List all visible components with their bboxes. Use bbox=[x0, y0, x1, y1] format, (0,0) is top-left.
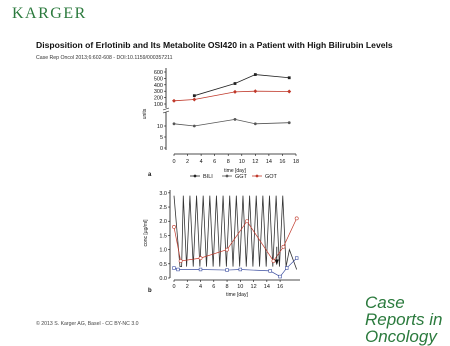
bili-point bbox=[193, 125, 196, 128]
b-series-blue-point bbox=[269, 270, 272, 273]
b-y-tick-label: 3.0 bbox=[159, 190, 167, 197]
panel-a-letter: a bbox=[148, 172, 152, 178]
a-x-tick-label: 4 bbox=[199, 159, 203, 165]
a-x-tick-label: 10 bbox=[238, 159, 245, 165]
b-y-label: conc [µg/ml] bbox=[143, 219, 149, 247]
a-y-tick-label: 0 bbox=[159, 146, 163, 152]
a-x-tick-label: 18 bbox=[292, 159, 300, 165]
a-x-tick-label: 0 bbox=[172, 159, 176, 165]
journal-line2: Oncology bbox=[365, 327, 437, 346]
a-x-label: time [day] bbox=[224, 168, 246, 174]
a-x-tick-label: 12 bbox=[252, 159, 259, 165]
b-series-blue-point bbox=[279, 275, 282, 278]
b-x-tick-label: 10 bbox=[237, 284, 244, 290]
a-y-tick-label: 200 bbox=[153, 95, 163, 102]
ggt-point bbox=[253, 89, 257, 93]
b-x-tick-label: 6 bbox=[212, 284, 216, 290]
b-y-tick-label: 1.5 bbox=[159, 233, 167, 240]
page-title: Disposition of Erlotinib and Its Metabolite OSI420 in a Patient with High Bilirubin Levels bbox=[36, 40, 393, 50]
citation: Case Rep Oncol 2013;6:602-608 - DOI:10.1159/000357211 bbox=[36, 55, 173, 61]
a-y-tick-label: 600 bbox=[153, 70, 163, 76]
a-x-tick-label: 16 bbox=[279, 159, 286, 165]
b-series-red-point bbox=[179, 259, 182, 262]
a-y-tick-label: 400 bbox=[153, 82, 163, 89]
b-y-tick-label: 2.5 bbox=[159, 205, 167, 212]
legend-label: GGT bbox=[235, 174, 247, 180]
b-x-label: time [day] bbox=[226, 292, 248, 298]
got-point bbox=[234, 82, 237, 85]
a-x-tick-label: 8 bbox=[226, 159, 230, 165]
b-series-blue-point bbox=[177, 268, 180, 271]
got-point bbox=[254, 73, 257, 76]
b-series-red-point bbox=[225, 248, 228, 251]
b-x-tick-label: 16 bbox=[277, 284, 284, 290]
got-point bbox=[288, 76, 291, 79]
b-y-tick-label: 2.0 bbox=[159, 219, 167, 226]
b-x-tick-label: 8 bbox=[225, 284, 229, 290]
got-line bbox=[194, 75, 289, 96]
b-series-red-point bbox=[245, 220, 248, 223]
b-series-dark-line bbox=[174, 196, 297, 270]
ggt-point bbox=[233, 90, 237, 94]
b-y-tick-label: 1.0 bbox=[159, 247, 167, 254]
a-x-tick-label: 2 bbox=[186, 159, 190, 165]
a-x-tick-label: 14 bbox=[265, 159, 272, 165]
legend-label: BILI bbox=[203, 174, 213, 180]
bili-point bbox=[173, 122, 176, 125]
legend-swatch-marker bbox=[194, 175, 197, 178]
legend-swatch-marker bbox=[256, 175, 259, 178]
journal-line1: Case Reports in bbox=[365, 293, 443, 329]
b-x-tick-label: 12 bbox=[250, 284, 257, 290]
a-x-tick-label: 6 bbox=[213, 159, 217, 165]
a-y-tick-label: 5 bbox=[159, 135, 163, 141]
bili-point bbox=[234, 118, 237, 121]
b-x-tick-label: 14 bbox=[263, 284, 270, 290]
a-y-tick-label: 500 bbox=[153, 76, 163, 83]
b-series-red-point bbox=[172, 225, 175, 228]
publisher-logo: KARGER bbox=[12, 5, 87, 22]
b-x-tick-label: 0 bbox=[172, 284, 176, 290]
b-series-red-point bbox=[282, 245, 285, 248]
b-series-blue-point bbox=[199, 268, 202, 271]
a-y-tick-label: 100 bbox=[153, 102, 163, 108]
b-series-blue-point bbox=[285, 267, 288, 270]
a-y-tick-label: 10 bbox=[156, 124, 163, 130]
a-axis-break bbox=[163, 108, 169, 110]
b-series-red-point bbox=[199, 257, 202, 260]
ggt-point bbox=[172, 99, 176, 103]
b-arrow-head bbox=[275, 260, 279, 266]
ggt-line bbox=[174, 91, 289, 101]
ggt-point bbox=[192, 98, 196, 102]
bili-point bbox=[288, 121, 291, 124]
legend-swatch-marker bbox=[226, 175, 229, 178]
bili-point bbox=[254, 122, 257, 125]
legend-label: GOT bbox=[265, 174, 277, 180]
panel-b-letter: b bbox=[148, 288, 152, 294]
bili-line bbox=[174, 119, 289, 126]
b-y-tick-label: 0.0 bbox=[159, 276, 167, 282]
b-series-red-point bbox=[272, 259, 275, 262]
ggt-point bbox=[287, 90, 291, 94]
b-x-tick-label: 4 bbox=[198, 284, 203, 290]
b-series-blue-point bbox=[226, 269, 229, 272]
b-series-blue-point bbox=[295, 257, 298, 260]
b-x-tick-label: 2 bbox=[185, 284, 189, 290]
a-y-label: units bbox=[142, 108, 148, 120]
a-y-tick-label: 300 bbox=[153, 89, 163, 96]
copyright: © 2013 S. Karger AG, Basel - CC BY-NC 3.0 bbox=[36, 321, 139, 327]
b-series-red-point bbox=[295, 217, 298, 220]
b-y-tick-label: 0.5 bbox=[159, 261, 167, 268]
b-series-blue-point bbox=[239, 268, 242, 271]
b-series-blue-point bbox=[173, 267, 176, 270]
got-point bbox=[193, 94, 196, 97]
